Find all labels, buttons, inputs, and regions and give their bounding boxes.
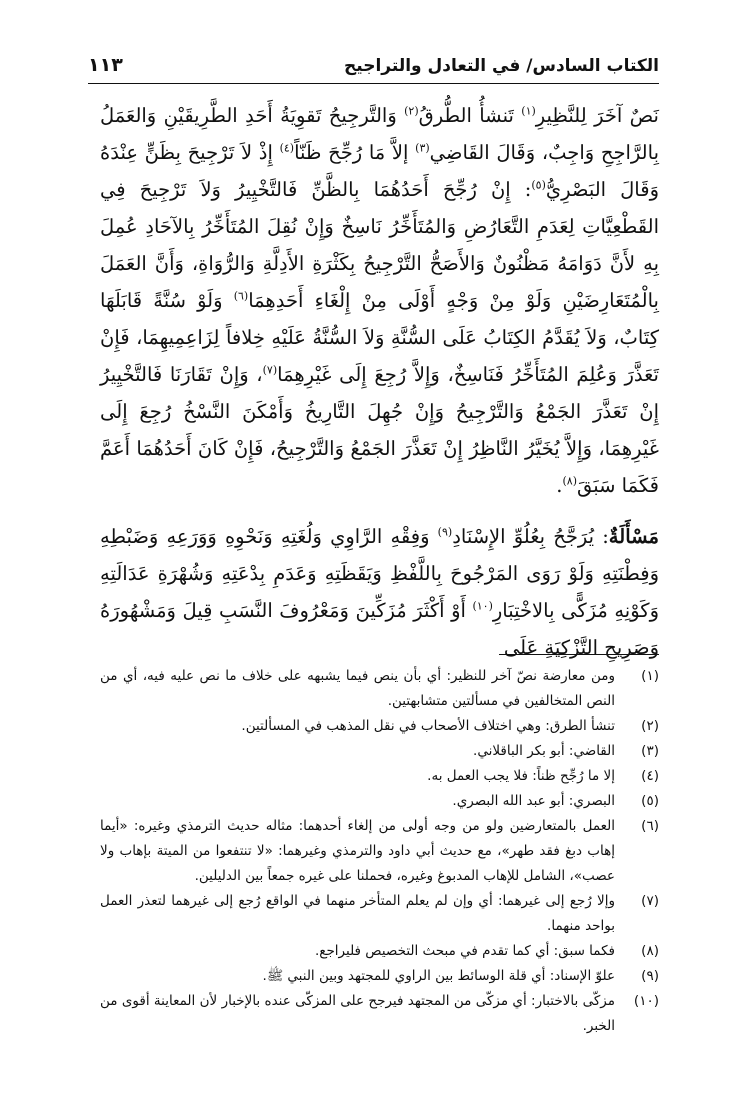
page-number: ١١٣ [88,54,123,76]
footnote [100,889,659,939]
footnote-number: (٥) [641,793,659,809]
footnote-number: (٤) [641,768,659,784]
footnote-ref-2: (٢) [404,104,419,118]
paragraph-2 [100,518,659,666]
footnote [100,739,659,764]
footnote-text: وإلا رُجع إلى غيرهما: أي وإن لم يعلم المتأخر منهما في الواقع رُجع إلى غيرهما لتعذر العمل بواحد منهما. [100,893,615,934]
footnote-number: (٩) [641,968,659,984]
footnote-text: ومن معارضة نصّ آخر للنظير: أي بأن ينص فيما يشبهه على خلاف ما نص عليه فيه، أي من النص المتخالفين في مسألتين متشابهتين. [100,668,615,709]
footnote-ref-8: (٨) [562,474,577,488]
footnote [100,764,659,789]
footnote-text: فكما سبق: أي كما تقدم في مبحث التخصيص فليراجع. [314,943,615,959]
footnote [100,939,659,964]
footnote-number: (١٠) [633,993,659,1009]
text-run: إِذْ لاَ تَرْجِيحَ بِظَنٍّ عِنْدَهُ وَقَالَ البَصْرِيُّ [100,141,659,201]
footnote-number: (٨) [641,943,659,959]
text-run: تَنشأُ الطُّرقُ [418,104,522,127]
footnote-ref-4: (٤) [279,141,295,155]
footnote-text: مزكّى بالاختبار: أي مزكّى من المجتهد فيرجح على المزكّى عنده بالإخبار لأن المعاينة أقوى من الخبر. [100,993,615,1034]
footnote-ref-5: (٥) [531,178,546,192]
footnote-text: البصري: أبو عبد الله البصري. [452,793,615,809]
footnote-ref-9: (٩) [437,525,453,539]
paragraph-1 [100,97,659,504]
footnote-text: علوّ الإسناد: أي قلة الوسائط بين الراوي للمجتهد وبين النبي ﷺ. [262,968,615,984]
footnote [100,789,659,814]
footnote-ref-10: (١٠) [472,599,493,613]
footnote-number: (٢) [641,718,659,734]
footnote-text: القاضي: أبو بكر الباقلاني. [473,743,615,759]
footnote-ref-6: (٦) [233,289,249,303]
footnote [100,814,659,889]
section-keyword: مَسْأَلَةٌ [608,525,659,548]
footnote-ref-7: (٧) [262,363,278,377]
footnote-divider [499,654,659,655]
footnote-text: العمل بالمتعارضين ولو من وجه أولى من إلغاء أحدهما: مثاله حديث الترمذي وغيره: «أيما إهاب دبغ فقد طهر»، مع حديث أبي داود والترمذي وغيرهما: «لا تنتفعوا من الميتة بإهاب ولا عصب»، الشامل للإهاب المدبوغ وغيره، فحملنا على غيره جمعاً بين الدليلين. [100,818,615,884]
text-run: : إِنْ رُجِّحَ أَحَدُهُمَا بِالظَّنِّ فَالتَّخْيِيرُ وَلاَ تَرْجِيحَ فِي القَطْعِيَّاتِ لِعَدَمِ التَّعَارُضِ وَالمُتَأَخِّرُ نَاسِخٌ وَإِنْ نُقِلَ المُتَأَخِّرُ بِالآحَادِ عُمِلَ بِهِ لأَنَّ دَوَامَهُ مَظْنُونٌ وَالأَصَحُّ التَّرْجِيحُ بِكَثْرَةِ الأَدِلَّةِ وَالرُّوَاةِ، وَأَنَّ العَمَلَ بِالْمُتَعَارِضَيْنِ وَلَوْ مِنْ وَجْهٍ أَوْلَى مِنْ إِلْغَاءِ أَحَدِهِمَا [100,178,659,312]
footnote-number: (١) [641,668,659,684]
footnote-number: (٦) [641,818,659,834]
footnote-ref-1: (١) [521,104,536,118]
text-run: وَالتَّرجِيحُ تَقوِيَةُ أَحَدِ الطَّرِيقَيْنِ وَالعَمَلُ بِالرَّاجِحِ وَاجِبٌ، وَقَالَ القَاضِي [100,104,659,164]
text-run: : يُرَجَّحُ بِعُلُوِّ الإِسْنَادِ [452,525,609,548]
footnote-number: (٧) [641,893,659,909]
running-title: الكتاب السادس/ في التعادل والتراجيح [344,56,659,76]
footnotes [100,664,659,1039]
text-run: وَلَوْ سُنَّةً قَابَلَهَا كِتَابٌ، وَلاَ يُقَدَّمُ الكِتَابُ عَلَى السُّنَّةِ وَلاَ السُّنَّةُ عَلَيْهِ خِلافاً لِزَاعِمِيهِمَا، فَإِنْ تَعَذَّرَ وَعُلِمَ المُتَأَخِّرُ فَنَاسِخٌ، وَإِلاَّ رُجِعَ إِلَى غَيْرِهِمَا [100,289,659,386]
page-header [88,50,659,84]
footnote [100,664,659,714]
footnote [100,964,659,989]
text-run: إلاَّ مَا رُجِّحَ ظَنّاً [294,141,416,164]
text-run: ، وَإِنْ تَقَارَنَا فَالتَّخْيِيرُ إِنْ تَعَذَّرَ الجَمْعُ وَالتَّرْجِيحُ وَإِنْ جُهِلَ التَّارِيخُ وَأَمْكَنَ النَّسْخُ رُجِعَ إِلَى غَيْرِهِمَا، وَإِلاَّ يُخَيَّرُ النَّاظِرُ إِنْ تَعَذَّرَ الجَمْعُ وَالتَّرْجِيحُ، فَإِنْ كَانَ أَحَدُهُمَا أَعَمَّ فَكَمَا سَبَقَ [100,363,659,497]
text-run: نَصٌ آخَرَ لِلنَّظِيرِ [535,104,659,127]
footnote [100,714,659,739]
footnote [100,989,659,1039]
header-divider [88,83,659,84]
footnote-ref-3: (٣) [415,141,430,155]
footnote-number: (٣) [641,743,659,759]
text-run: . [556,474,563,497]
main-text [100,97,659,666]
text-run: أَوْ أَكْثَرَ مُزَكِّينَ وَمَعْرُوفَ النَّسَبِ قِيلَ وَمَشْهُورَهُ وَصَرِيحِ التَّزْكِيَةِ عَلَى [100,599,659,659]
footnote-text: تنشأ الطرق: وهي اختلاف الأصحاب في نقل المذهب في المسألتين. [241,718,615,734]
text-run: وَفِقْهِ الرَّاوِي وَلُغَتِهِ وَنَحْوِهِ وَوَرَعِهِ وَضَبْطِهِ وَفِطْنَتِهِ وَلَوْ رَوَى المَرْجُوحَ بِاللَّفْظِ وَيَقَظَتِهِ وَعَدَمِ بِدْعَتِهِ وَشُهْرَةِ عَدَالَتِهِ وَكَوْنِهِ مُزَكًّى بِالاخْتِبَارِ [100,525,659,622]
footnote-text: إلا ما رُجِّح ظناً: فلا يجب العمل به. [427,768,615,784]
